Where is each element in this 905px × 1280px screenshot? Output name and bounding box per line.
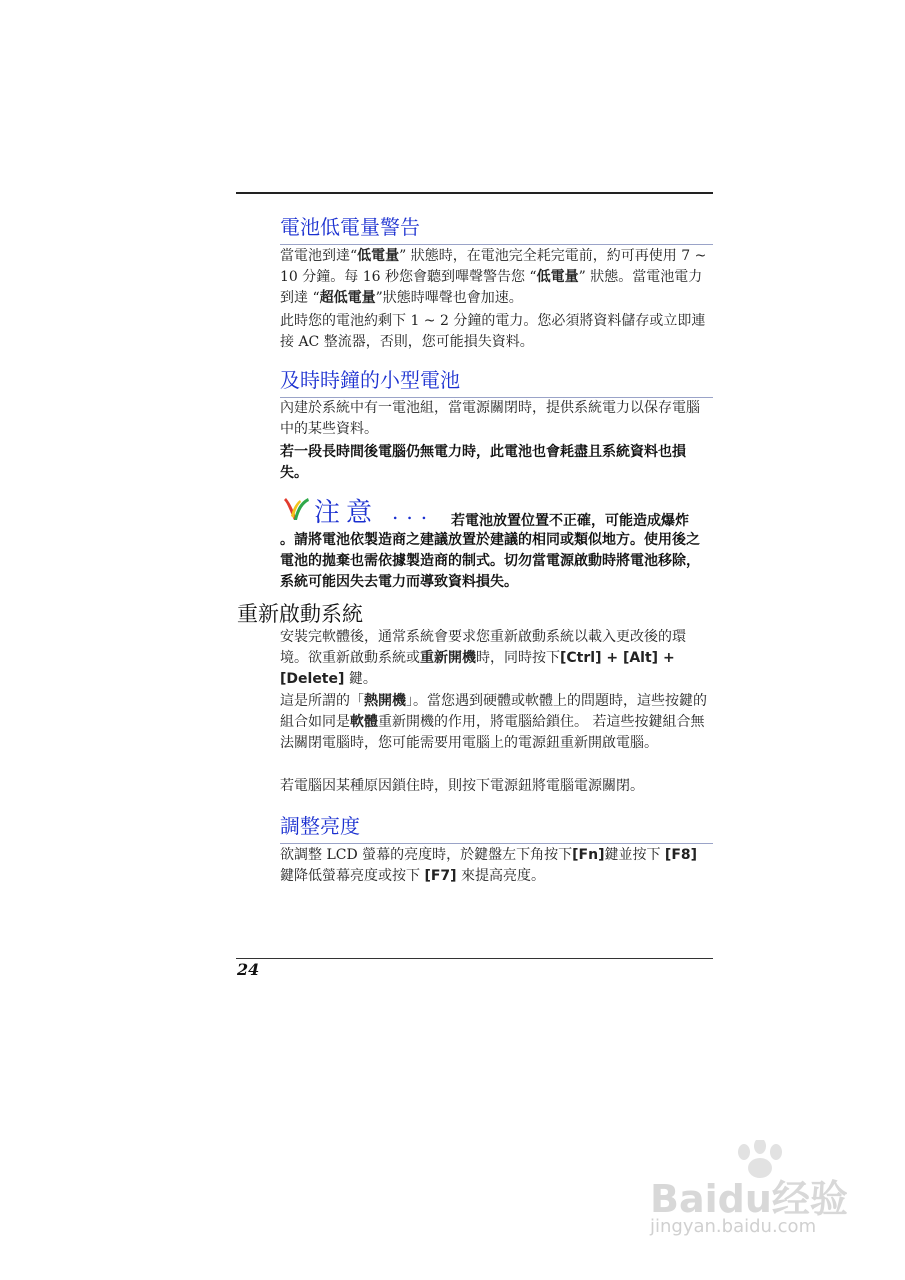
reboot-paragraph-1: [280, 627, 713, 690]
text-run: 鍵。: [344, 671, 377, 687]
page-number: 24: [237, 960, 260, 979]
text-run: 來提高亮度。: [456, 868, 546, 884]
note-first-line: 若電池放置位置不正確，可能造成爆炸: [451, 513, 689, 529]
text-run: 安裝完軟體後，通常系統會要求您重新啟動系統以載入更改後的環境。欲重新啟動系統或: [280, 629, 686, 666]
key-f8: [F8]: [664, 847, 698, 863]
text-run: ” 狀態。當電池電力到達 “: [280, 269, 703, 306]
low-battery-paragraph-2: 此時您的電池約剩下 1 ~ 2 分鐘的電力。您必須將資料儲存或立即連接 AC 整流器，否則，您可能損失資料。: [280, 313, 706, 350]
note-label: 注意: [314, 498, 379, 528]
text-run: ” 狀態時，在電池完全耗完電前，約可再使用 7 ~ 10 分鐘。每 16 秒您會聽到嗶聲警告您 “: [280, 248, 707, 285]
text-run: 時，同時按下: [476, 650, 560, 666]
bold-term: 熱開機: [364, 693, 406, 709]
heading-low-battery: 電池低電量警告: [280, 211, 713, 245]
text-run: ”狀態時嗶聲也會加速。: [375, 290, 523, 306]
bold-term: 低電量: [536, 269, 579, 285]
heading-rtc-battery: 及時時鐘的小型電池: [280, 364, 713, 398]
text-run: 」。當您遇到硬體或軟體上的問題時，這些按鍵的組合如同是: [280, 693, 707, 730]
text-run: 當電池到達“: [280, 248, 358, 264]
bold-term: 低電量: [357, 248, 400, 264]
text-run: 這是所謂的「: [280, 693, 364, 709]
reboot-paragraph-3: 若電腦因某種原因鎖住時，則按下電源鈕將電腦電源關閉。: [280, 778, 644, 794]
bold-term: 軟體: [350, 714, 378, 730]
text-run: 鍵並按下: [604, 847, 665, 863]
reboot-paragraph-2: [280, 691, 713, 754]
watermark-url: jingyan.baidu.com: [650, 1216, 817, 1237]
bold-term: 超低電量: [319, 290, 376, 306]
text-run: 重新開機的作用，將電腦給鎖住。 若這些按鍵組合無法關閉電腦時，您可能需要用電腦上的電源鈕重新開啟電腦。: [280, 714, 705, 751]
key-combo: [Ctrl] + [Alt] + [Delete]: [280, 650, 675, 687]
text-run: 欲調整 LCD 螢幕的亮度時，於鍵盤左下角按下: [280, 847, 573, 863]
heading-brightness: 調整亮度: [280, 810, 713, 844]
watermark-brand: Baidu经验: [650, 1177, 848, 1221]
top-rule: [236, 192, 713, 194]
rtc-battery-paragraph-1: 內建於系統中有一電池組，當電源關閉時，提供系統電力以保存電腦中的某些資料。: [280, 400, 700, 437]
rtc-battery-paragraph-2: 若一段長時間後電腦仍無電力時，此電池也會耗盡且系統資料也損失。: [280, 444, 686, 481]
key-f7: [F7]: [424, 868, 457, 884]
low-battery-paragraph-1: [280, 246, 713, 309]
key-fn: [Fn]: [572, 847, 605, 863]
heading-reboot: 重新啟動系統: [237, 602, 363, 626]
bottom-rule: [236, 958, 713, 959]
baidu-watermark: [640, 1140, 870, 1240]
caution-icon: [282, 496, 310, 526]
text-run: 鍵降低螢幕亮度或按下: [280, 868, 425, 884]
bold-term: 重新開機: [420, 650, 476, 666]
note-callout: [280, 494, 713, 529]
note-dots: ...: [392, 500, 436, 524]
note-body: 。請將電池依製造商之建議放置於建議的相同或類似地方。使用後之電池的拋棄也需依據製造商的制式。切勿當電源啟動時將電池移除，系統可能因失去電力而導致資料損失。: [280, 532, 700, 590]
brightness-paragraph: [280, 845, 713, 887]
